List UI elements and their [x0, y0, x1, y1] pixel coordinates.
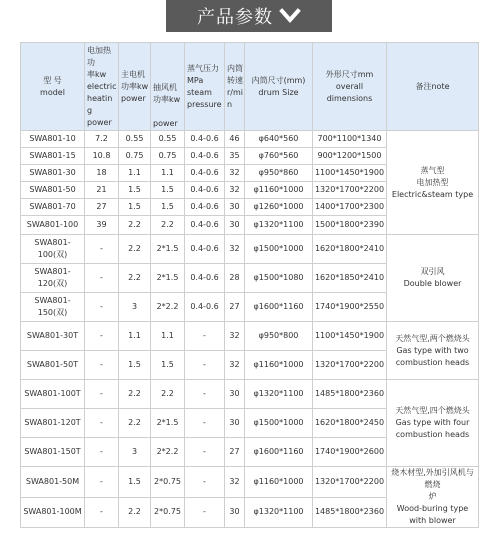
header-overall-dimensions: 外形尺寸mm overall dimensions: [313, 43, 387, 131]
cell-drum: φ1320*1100: [245, 497, 313, 528]
cell-drum: φ950*860: [245, 165, 313, 182]
cell-heating: -: [85, 438, 119, 467]
cell-steam: 0.4-0.6: [185, 182, 225, 199]
cell-overall: 1620*1800*2450: [313, 409, 387, 438]
cell-steam: 0.4-0.6: [185, 293, 225, 322]
cell-fan: 1.5: [151, 351, 185, 380]
cell-motor: 2.2: [119, 409, 151, 438]
table-row: [21, 322, 479, 351]
cell-overall: 1100*1450*1900: [313, 322, 387, 351]
cell-drum: φ1500*1000: [245, 235, 313, 264]
cell-overall: 1320*1700*2200: [313, 467, 387, 498]
cell-motor: 0.75: [119, 148, 151, 165]
cell-overall: 1740*1900*2600: [313, 438, 387, 467]
cell-heating: -: [85, 351, 119, 380]
cell-heating: -: [85, 264, 119, 293]
cell-fan: 2*2.2: [151, 293, 185, 322]
cell-speed: 30: [225, 409, 245, 438]
header-drum-size: 内筒尺寸(mm) drum Size: [245, 43, 313, 131]
cell-overall: 1320*1700*2200: [313, 182, 387, 199]
header-heating-power: 电加热功 率kw electric heating power: [85, 43, 119, 131]
cell-drum: φ1600*1160: [245, 438, 313, 467]
cell-heating: -: [85, 322, 119, 351]
cell-motor: 2.2: [119, 264, 151, 293]
table-row: [21, 235, 479, 264]
cell-drum: φ1320*1100: [245, 380, 313, 409]
cell-model: SWA801-50: [21, 182, 85, 199]
cell-overall: 1485*1800*2360: [313, 497, 387, 528]
cell-drum: φ1500*1080: [245, 264, 313, 293]
cell-model: SWA801-100M: [21, 497, 85, 528]
cell-note: 蒸气型 电加热型 Electric&steam type: [387, 131, 479, 235]
cell-model: SWA801-150T: [21, 438, 85, 467]
cell-speed: 32: [225, 467, 245, 498]
cell-motor: 1.1: [119, 322, 151, 351]
cell-fan: 1.5: [151, 199, 185, 216]
cell-model: SWA801-30T: [21, 322, 85, 351]
cell-overall: 1400*1700*2300: [313, 199, 387, 216]
cell-speed: 35: [225, 148, 245, 165]
cell-heating: 18: [85, 165, 119, 182]
header-motor-power: 主电机 功率kw power: [119, 43, 151, 131]
cell-heating: 7.2: [85, 131, 119, 148]
banner-title: 产品参数: [197, 7, 273, 28]
cell-steam: 0.4-0.6: [185, 216, 225, 235]
cell-fan: 2*1.5: [151, 264, 185, 293]
cell-speed: 28: [225, 264, 245, 293]
cell-model: SWA801-10: [21, 131, 85, 148]
cell-model: SWA801-50T: [21, 351, 85, 380]
chevron-down-icon: [279, 5, 301, 27]
cell-model: SWA801- 120(双): [21, 264, 85, 293]
cell-fan: 2.2: [151, 216, 185, 235]
cell-fan: 0.75: [151, 148, 185, 165]
cell-overall: 700*1100*1340: [313, 131, 387, 148]
cell-fan: 2*1.5: [151, 235, 185, 264]
cell-speed: 32: [225, 351, 245, 380]
cell-drum: φ760*560: [245, 148, 313, 165]
cell-steam: 0.4-0.6: [185, 199, 225, 216]
cell-fan: 2*2.2: [151, 438, 185, 467]
cell-heating: 10.8: [85, 148, 119, 165]
cell-speed: 32: [225, 235, 245, 264]
spec-table: [20, 42, 479, 528]
cell-steam: -: [185, 351, 225, 380]
cell-motor: 2.2: [119, 216, 151, 235]
cell-overall: 900*1200*1500: [313, 148, 387, 165]
cell-fan: 1.5: [151, 182, 185, 199]
cell-note: 双引风 Double blower: [387, 235, 479, 322]
cell-motor: 3: [119, 293, 151, 322]
cell-fan: 1.1: [151, 165, 185, 182]
cell-drum: φ1160*1000: [245, 467, 313, 498]
cell-speed: 32: [225, 182, 245, 199]
cell-overall: 1740*1900*2550: [313, 293, 387, 322]
cell-model: SWA801-30: [21, 165, 85, 182]
cell-speed: 30: [225, 380, 245, 409]
cell-steam: -: [185, 380, 225, 409]
cell-drum: φ1260*1000: [245, 199, 313, 216]
table-row: [21, 467, 479, 498]
cell-note: 天然气型,两个燃烧头 Gas type with two combustion heads: [387, 322, 479, 380]
cell-steam: 0.4-0.6: [185, 165, 225, 182]
cell-model: SWA801-100: [21, 216, 85, 235]
cell-fan: 1.1: [151, 322, 185, 351]
header-drum-speed: 内筒 转速 r/min: [225, 43, 245, 131]
cell-fan: 2*1.5: [151, 409, 185, 438]
cell-motor: 1.5: [119, 467, 151, 498]
cell-fan: 2*0.75: [151, 467, 185, 498]
cell-heating: 39: [85, 216, 119, 235]
table-row: [21, 380, 479, 409]
cell-overall: 1485*1800*2360: [313, 380, 387, 409]
cell-motor: 0.55: [119, 131, 151, 148]
cell-heating: -: [85, 293, 119, 322]
cell-fan: 2*0.75: [151, 497, 185, 528]
cell-speed: 30: [225, 216, 245, 235]
cell-motor: 2.2: [119, 380, 151, 409]
cell-steam: -: [185, 322, 225, 351]
cell-model: SWA801-120T: [21, 409, 85, 438]
cell-heating: -: [85, 235, 119, 264]
cell-speed: 32: [225, 322, 245, 351]
cell-speed: 27: [225, 293, 245, 322]
cell-heating: 21: [85, 182, 119, 199]
cell-steam: 0.4-0.6: [185, 264, 225, 293]
cell-fan: 2.2: [151, 380, 185, 409]
header-steam-pressure: 蒸气压力 MPa steam pressure: [185, 43, 225, 131]
cell-drum: φ1500*1000: [245, 409, 313, 438]
cell-overall: 1320*1700*2200: [313, 351, 387, 380]
cell-heating: -: [85, 497, 119, 528]
cell-steam: 0.4-0.6: [185, 235, 225, 264]
header-note: 备注note: [387, 43, 479, 131]
cell-motor: 2.2: [119, 497, 151, 528]
cell-model: SWA801- 150(双): [21, 293, 85, 322]
cell-model: SWA801-15: [21, 148, 85, 165]
cell-speed: 46: [225, 131, 245, 148]
cell-note: 天然气型,四个燃烧头 Gas type with four combustion heads: [387, 380, 479, 467]
cell-fan: 0.55: [151, 131, 185, 148]
header-fan-power: 抽风机 功率kw power: [151, 43, 185, 131]
cell-model: SWA801-70: [21, 199, 85, 216]
cell-motor: 1.5: [119, 351, 151, 380]
cell-drum: φ1160*1000: [245, 182, 313, 199]
cell-model: SWA801-50M: [21, 467, 85, 498]
cell-motor: 1.5: [119, 199, 151, 216]
cell-motor: 1.5: [119, 182, 151, 199]
cell-steam: -: [185, 438, 225, 467]
cell-heating: -: [85, 380, 119, 409]
cell-drum: φ1600*1160: [245, 293, 313, 322]
cell-steam: -: [185, 409, 225, 438]
cell-heating: -: [85, 467, 119, 498]
cell-motor: 3: [119, 438, 151, 467]
cell-heating: -: [85, 409, 119, 438]
cell-steam: 0.4-0.6: [185, 131, 225, 148]
cell-drum: φ1160*1000: [245, 351, 313, 380]
cell-note: 烧木材型,外加引风机与燃烧 炉 Wood-buring type with blower: [387, 467, 479, 528]
cell-speed: 30: [225, 199, 245, 216]
cell-speed: 32: [225, 165, 245, 182]
product-parameters-banner: [166, 0, 332, 32]
cell-steam: -: [185, 497, 225, 528]
header-model: 型 号 model: [21, 43, 85, 131]
cell-model: SWA801-100T: [21, 380, 85, 409]
cell-steam: 0.4-0.6: [185, 148, 225, 165]
cell-heating: 27: [85, 199, 119, 216]
cell-drum: φ950*800: [245, 322, 313, 351]
cell-motor: 2.2: [119, 235, 151, 264]
cell-drum: φ1320*1100: [245, 216, 313, 235]
cell-steam: -: [185, 467, 225, 498]
cell-speed: 27: [225, 438, 245, 467]
cell-overall: 1620*1800*2410: [313, 235, 387, 264]
cell-speed: 30: [225, 497, 245, 528]
cell-motor: 1.1: [119, 165, 151, 182]
cell-model: SWA801- 100(双): [21, 235, 85, 264]
cell-overall: 1500*1800*2390: [313, 216, 387, 235]
cell-overall: 1100*1450*1900: [313, 165, 387, 182]
cell-overall: 1620*1850*2410: [313, 264, 387, 293]
table-row: [21, 131, 479, 148]
cell-drum: φ640*560: [245, 131, 313, 148]
